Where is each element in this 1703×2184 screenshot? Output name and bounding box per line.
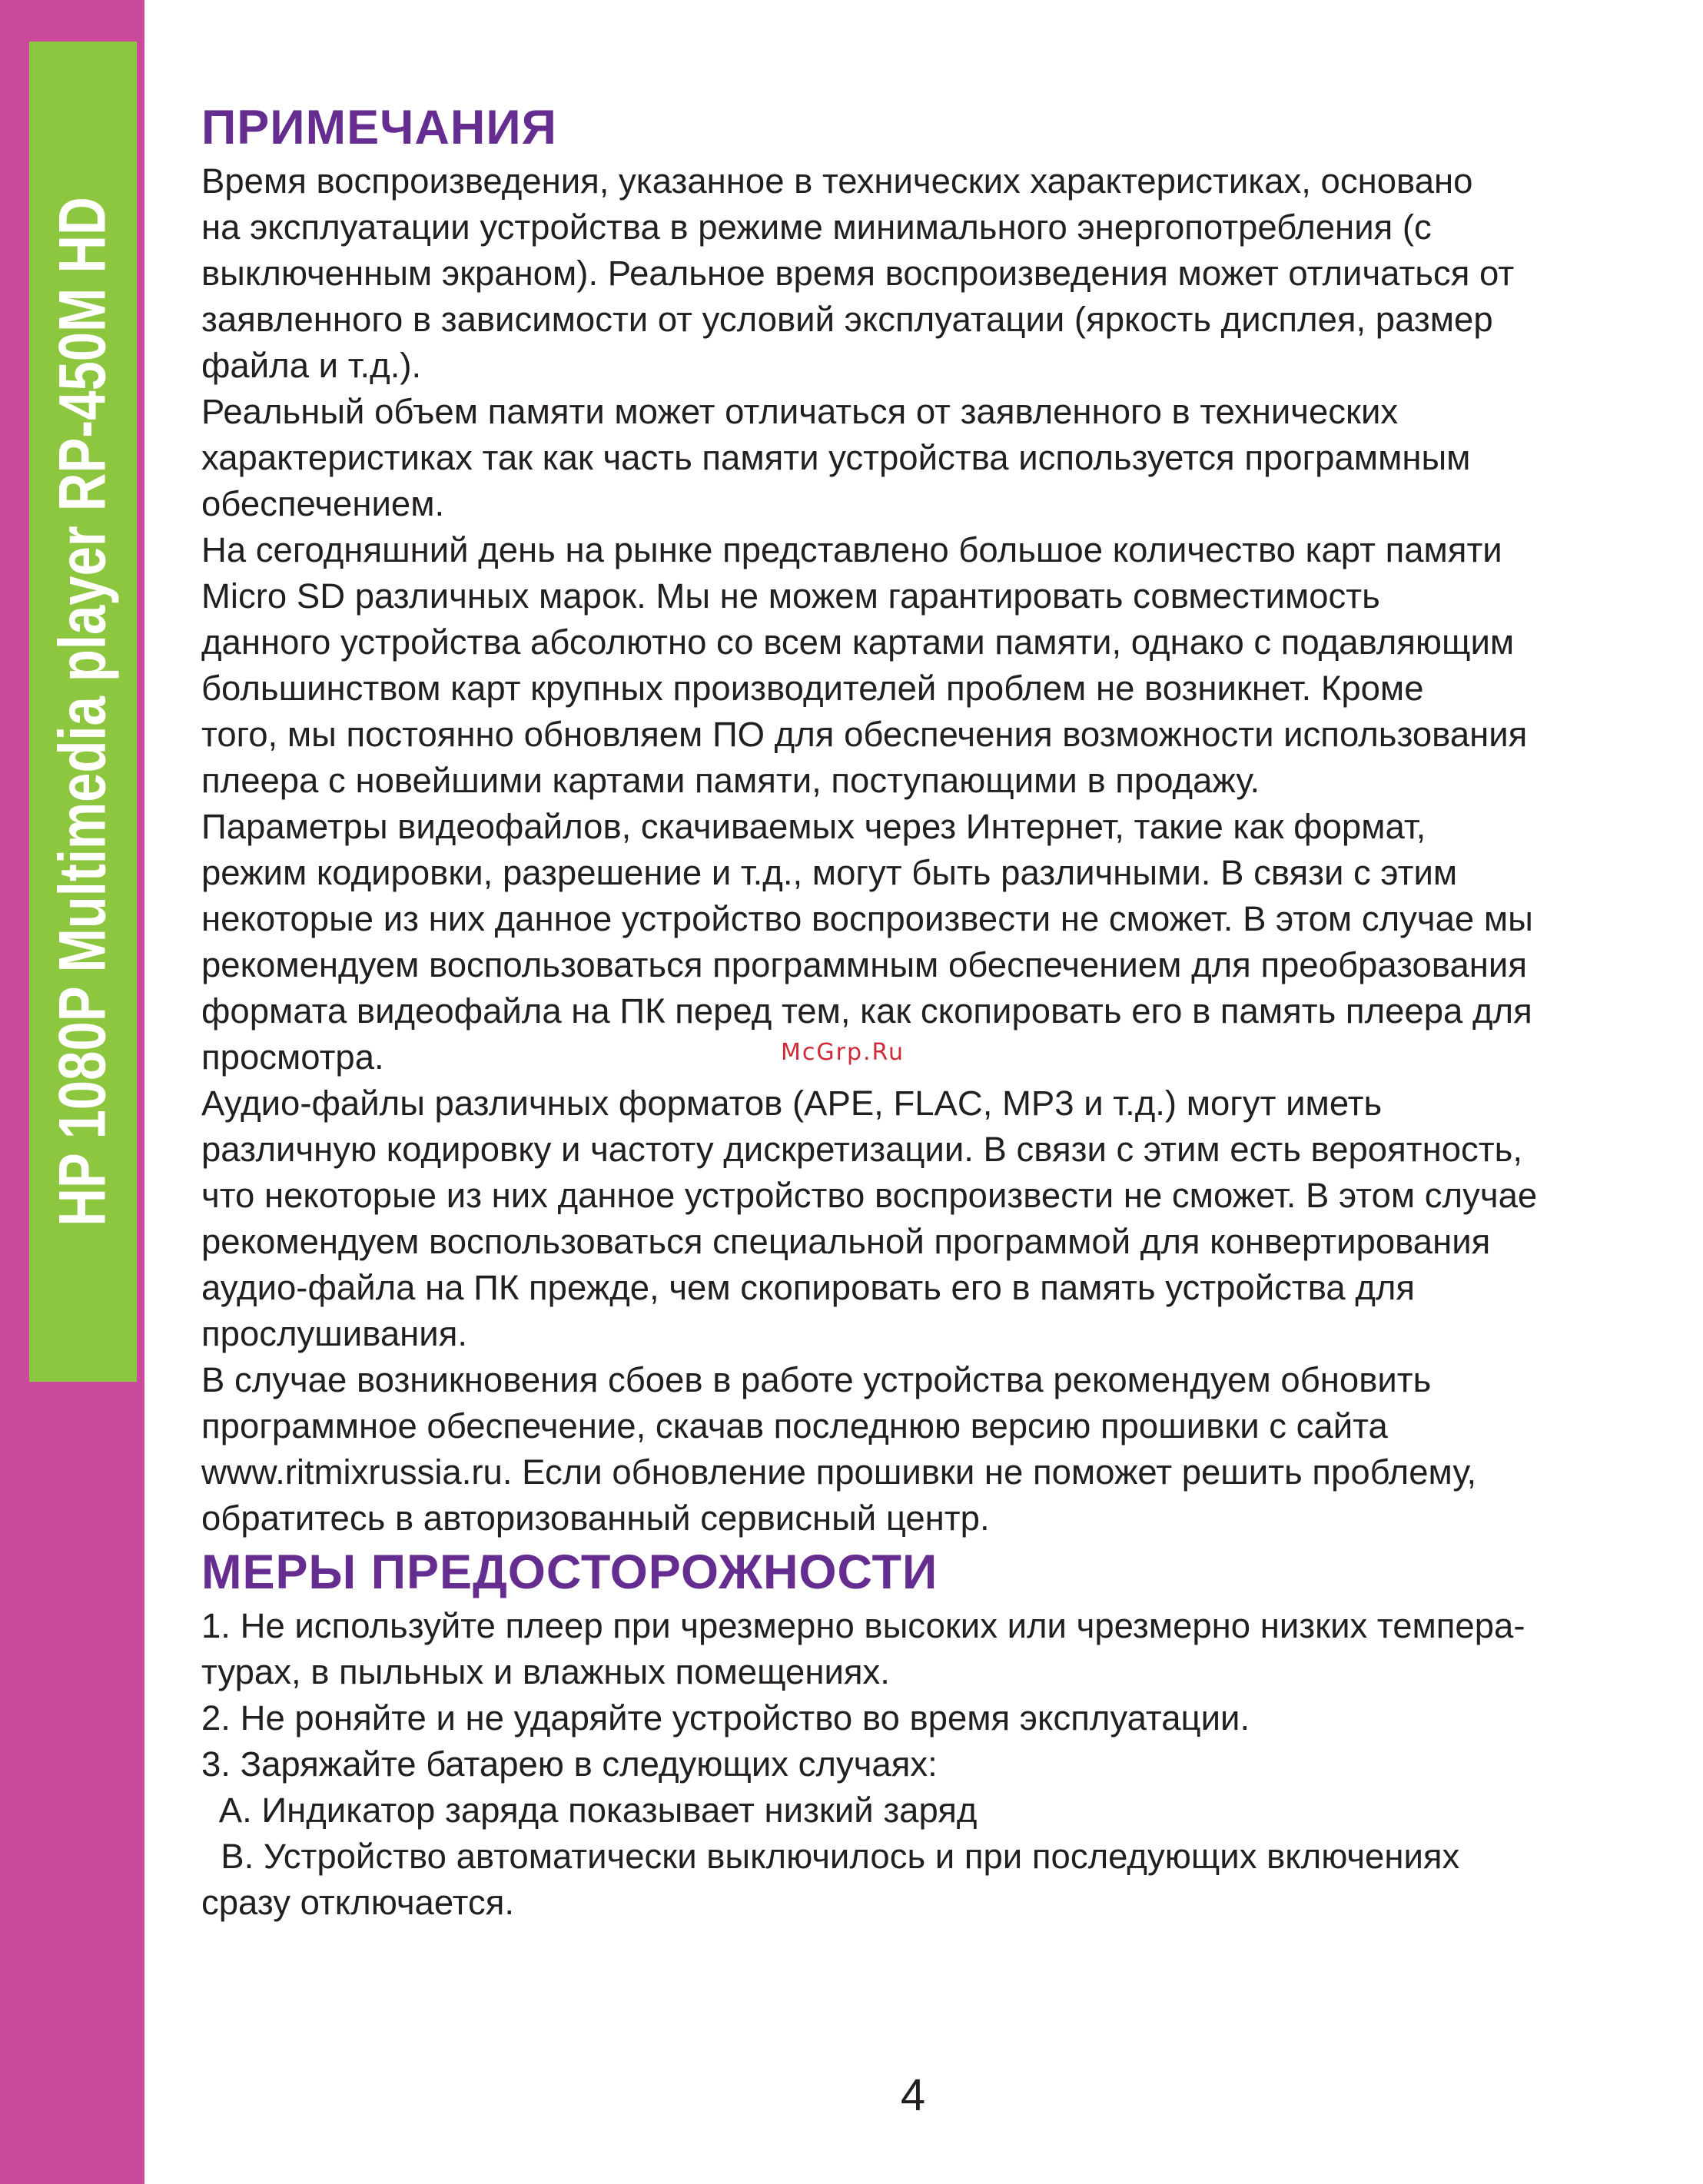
text-line: формата видеофайла на ПК перед тем, как скопировать его в память плеера для: [201, 991, 1532, 1031]
notes-paragraph-playback-time: [201, 158, 1695, 389]
text-line: рекомендуем воспользоваться программным обеспечением для преобразования: [201, 945, 1527, 984]
text-line: режим кодировки, разрешение и т.д., могут быть различными. В связи с этим: [201, 853, 1458, 892]
text-line: файла и т.д.).: [201, 346, 422, 385]
text-line: На сегодняшний день на рынке представлено большое количество карт памяти: [201, 530, 1502, 569]
text-line: обратитесь в авторизованный сервисный центр.: [201, 1499, 990, 1538]
text-line: просмотра.: [201, 1037, 384, 1077]
side-product-title-text: HP 1080P Multimedia player RP-450M HD: [45, 197, 120, 1226]
text-line: программное обеспечение, скачав последнюю версию прошивки с сайта: [201, 1406, 1388, 1445]
page-number: 4: [900, 2070, 926, 2120]
precautions-heading: МЕРЫ ПРЕДОСТОРОЖНОСТИ: [201, 1545, 938, 1599]
text-line: различную кодировку и частоту дискретизации. В связи с этим есть вероятность,: [201, 1130, 1522, 1169]
list-item: A. Индикатор заряда показывает низкий заряд: [201, 1791, 978, 1830]
text-line: www.ritmixrussia.ru. Если обновление прошивки не поможет решить проблему,: [201, 1452, 1477, 1492]
text-line: характеристиках так как часть памяти устройства используется программным: [201, 438, 1471, 477]
text-line: большинством карт крупных производителей проблем не возникнет. Кроме: [201, 669, 1424, 708]
notes-paragraph-memory: [201, 389, 1695, 527]
list-item: 3. Заряжайте батарею в следующих случаях:: [201, 1744, 938, 1784]
site-watermark: McGrp.Ru: [781, 1039, 905, 1066]
text-line: прослушивания.: [201, 1314, 468, 1353]
text-line: Время воспроизведения, указанное в технических характеристиках, основано: [201, 161, 1473, 201]
text-line: некоторые из них данное устройство воспроизвести не сможет. В этом случае мы: [201, 899, 1533, 938]
list-item: B. Устройство автоматически выключилось и при последующих включениях: [201, 1837, 1460, 1876]
text-line: В случае возникновения сбоев в работе устройства рекомендуем обновить: [201, 1360, 1432, 1399]
text-line: того, мы постоянно обновляем ПО для обеспечения возможности использования: [201, 715, 1528, 754]
text-line: что некоторые из них данное устройство воспроизвести не сможет. В этом случае: [201, 1176, 1538, 1215]
text-line: заявленного в зависимости от условий эксплуатации (яркость дисплея, размер: [201, 300, 1493, 339]
notes-paragraph-audio-files: [201, 1080, 1695, 1357]
text-line: Параметры видеофайлов, скачиваемых через Интернет, такие как формат,: [201, 807, 1426, 846]
text-line: на эксплуатации устройства в режиме минимального энергопотребления (с: [201, 207, 1432, 247]
text-line: выключенным экраном). Реальное время воспроизведения может отличаться от: [201, 254, 1515, 293]
text-line: Аудио-файлы различных форматов (APE, FLAC, MP3 и т.д.) могут иметь: [201, 1084, 1383, 1123]
notes-paragraph-memory-cards: [201, 527, 1695, 804]
text-line: плеера с новейшими картами памяти, поступающими в продажу.: [201, 761, 1260, 800]
notes-paragraph-firmware: [201, 1357, 1695, 1542]
page-content: [201, 97, 1695, 1926]
text-line: данного устройства абсолютно со всем картами памяти, однако с подавляющим: [201, 622, 1515, 662]
precautions-list: [201, 1603, 1695, 1926]
list-item: турах, в пыльных и влажных помещениях.: [201, 1652, 890, 1691]
notes-paragraph-video-files: [201, 804, 1695, 1080]
text-line: рекомендуем воспользоваться специальной программой для конвертирования: [201, 1222, 1491, 1261]
list-item: 1. Не используйте плеер при чрезмерно высоких или чрезмерно низких темпера-: [201, 1606, 1525, 1645]
list-item: 2. Не роняйте и не ударяйте устройство во время эксплуатации.: [201, 1698, 1250, 1738]
notes-body: [201, 158, 1695, 1542]
text-line: Micro SD различных марок. Мы не можем гарантировать совместимость: [201, 576, 1380, 616]
list-item: сразу отключается.: [201, 1883, 514, 1922]
text-line: Реальный объем памяти может отличаться от заявленного в технических: [201, 392, 1399, 431]
text-line: обеспечением.: [201, 484, 445, 523]
notes-heading: ПРИМЕЧАНИЯ: [201, 101, 557, 154]
text-line: аудио-файла на ПК прежде, чем скопировать его в память устройства для: [201, 1268, 1416, 1307]
